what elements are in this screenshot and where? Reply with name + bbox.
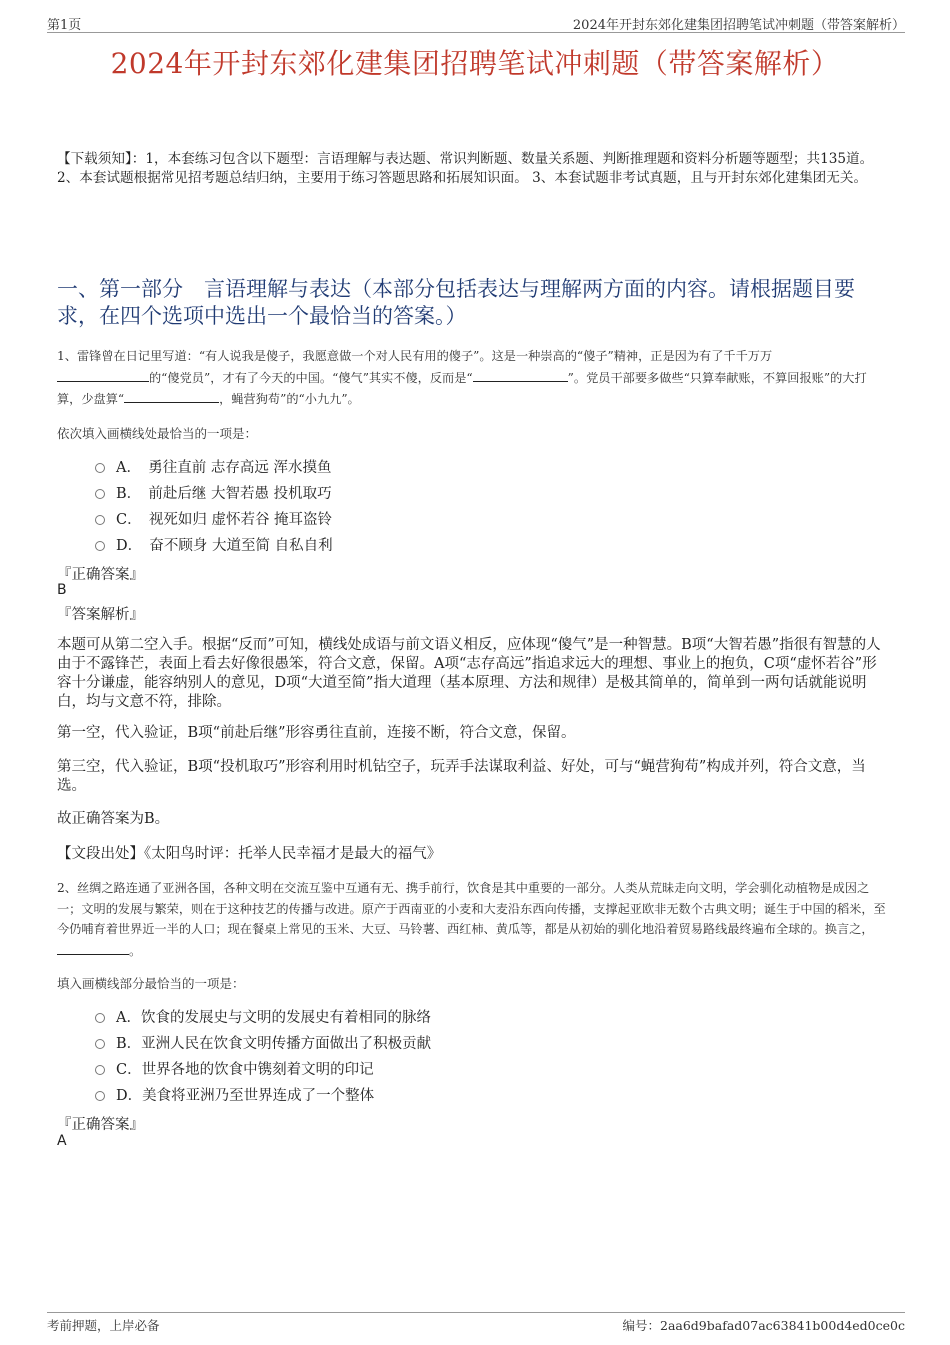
radio-icon[interactable] (95, 541, 105, 551)
analysis-paragraph: 故正确答案为B。 (57, 811, 170, 827)
question-1-text-part3: ”。党员干部要多做些“只算奉献账，不算回报账”的大打算，少盘算“ (57, 370, 867, 406)
question-2-body: 2、丝绸之路连通了亚洲各国，各种文明在交流互鉴中互通有无、携手前行，饮食是其中重要的一部分。人类从荒昧走向文明，学会驯化动植物是成因之一；文明的发展与繁荣，则在于这种技艺的传播与改进。原产于西南亚的小麦和大麦沿东西向传播，支撑起亚欧非无数个古典文明；诞生于中国的稻米，至今仍哺育着世界近一半的人口；现在餐桌上常见的玉米、大豆、马铃薯、西红柿、黄瓜等，都是从初始的驯化地沿着贸易路线最终遍布全球的。换言之， (57, 881, 886, 936)
page-number: 第1页 (47, 18, 82, 33)
footer-slogan: 考前押题，上岸必备 (47, 1318, 160, 1333)
option-a[interactable]: A．饮食的发展史与文明的发展史有着相同的脉络 (95, 1003, 431, 1029)
analysis-paragraph: 第三空，代入验证，B项“投机取巧”形容利用时机钻空子，玩弄手法谋取利益、好处，可与“蝇营狗苟”构成并列，符合文意，当选。 (57, 759, 866, 794)
option-d[interactable]: D． 奋不顾身 大道至简 自私自利 (95, 531, 333, 557)
option-d[interactable]: D．美食将亚洲乃至世界连成了一个整体 (95, 1081, 431, 1107)
correct-answer-value: A (57, 1133, 67, 1149)
question-1-text (57, 346, 890, 410)
radio-icon[interactable] (95, 515, 105, 525)
question-2-options (95, 1003, 431, 1107)
question-1-instruction: 依次填入画横线处最恰当的一项是： (57, 426, 258, 441)
analysis-label: 『答案解析』 (57, 607, 144, 623)
answer-blank-3 (124, 388, 219, 403)
radio-icon[interactable] (95, 1039, 105, 1049)
answer-blank (57, 940, 129, 955)
footer-doc-id: 编号：2aa6d9bafad07ac63841b00d4ed0ce0c (622, 1318, 905, 1333)
download-notice: 【下载须知】：1，本套练习包含以下题型：言语理解与表达题、常识判断题、数量关系题、判断推理题和资料分析题等题型；共135道。 2、本套试题根据常见招考题总结归纳，主要用于练习答题思路和拓展知识面。 3、本套试题非考试真题，且与开封东郊化建集团无关。 (57, 151, 874, 186)
radio-icon[interactable] (95, 489, 105, 499)
answer-blank-2 (473, 367, 568, 382)
question-1-text-part4: ，蝇营狗苟”的“小九九”。 (219, 392, 360, 406)
correct-answer-value: B (57, 582, 67, 598)
radio-icon[interactable] (95, 1013, 105, 1023)
option-c[interactable]: C． 视死如归 虚怀若谷 掩耳盗铃 (95, 505, 333, 531)
option-c[interactable]: C．世界各地的饮食中镌刻着文明的印记 (95, 1055, 431, 1081)
analysis-paragraph: 第一空，代入验证，B项“前赴后继”形容勇往直前，连接不断，符合文意，保留。 (57, 725, 576, 741)
page-header (47, 12, 905, 33)
question-2-text: 2、丝绸之路连通了亚洲各国，各种文明在交流互鉴中互通有无、携手前行，饮食是其中重要的一部分。人类从荒昧走向文明，学会驯化动植物是成因之一；文明的发展与繁荣，则在于这种技艺的传播与改进。原产于西南亚的小麦和大麦沿东西向传播，支撑起亚欧非无数个古典文明；诞生于中国的稻米，至今仍哺育着世界近一半的人口；现在餐桌上常见的玉米、大豆、马铃薯、西红柿、黄瓜等，都是从初始的驯化地沿着贸易路线最终遍布全球的。换言之，。 (57, 881, 886, 958)
question-1-options (95, 453, 333, 557)
analysis-paragraph: 本题可从第二空入手。根据“反而”可知，横线处成语与前文语义相反，应体现“傻气”是一种智慧。B项“大智若愚”指很有智慧的人由于不露锋芒，表面上看去好像很愚笨，符合文意，保留。A项“志存高远”指追求远大的理想、事业上的抱负，C项“虚怀若谷”形容十分谦虚，能容纳别人的意见，D项“大道至简”指大道理（基本原理、方法和规律）是极其简单的，简单到一两句话就能说明白，均与文意不符，排除。 (57, 637, 881, 710)
source-citation: 【文段出处】《太阳鸟时评：托举人民幸福才是最大的福气》 (57, 846, 442, 862)
header-doc-title: 2024年开封东郊化建集团招聘笔试冲刺题（带答案解析） (572, 18, 905, 33)
correct-answer-label: 『正确答案』 (57, 567, 144, 583)
radio-icon[interactable] (95, 1065, 105, 1075)
radio-icon[interactable] (95, 1091, 105, 1101)
question-2-instruction: 填入画横线部分最恰当的一项是： (57, 976, 245, 991)
option-a[interactable]: A． 勇往直前 志存高远 浑水摸鱼 (95, 453, 333, 479)
option-b[interactable]: B． 前赴后继 大智若愚 投机取巧 (95, 479, 333, 505)
radio-icon[interactable] (95, 463, 105, 473)
section-heading: 一、第一部分 言语理解与表达（本部分包括表达与理解两方面的内容。请根据题目要求，在四个选项中选出一个最恰当的答案。） (57, 277, 855, 328)
option-b[interactable]: B．亚洲人民在饮食文明传播方面做出了积极贡献 (95, 1029, 431, 1055)
answer-blank-1 (57, 367, 149, 382)
page-footer (47, 1312, 905, 1333)
question-1-text-part1: 1、雷锋曾在日记里写道：“有人说我是傻子，我愿意做一个对人民有用的傻子”。这是一种崇高的“傻子”精神，正是因为有了千千万万 (57, 349, 773, 363)
correct-answer-label: 『正确答案』 (57, 1117, 144, 1133)
question-1-text-part2: 的“傻党员”，才有了今天的中国。“傻气”其实不傻，反而是“ (149, 370, 473, 385)
document-title: 2024年开封东郊化建集团招聘笔试冲刺题（带答案解析） (110, 47, 840, 80)
